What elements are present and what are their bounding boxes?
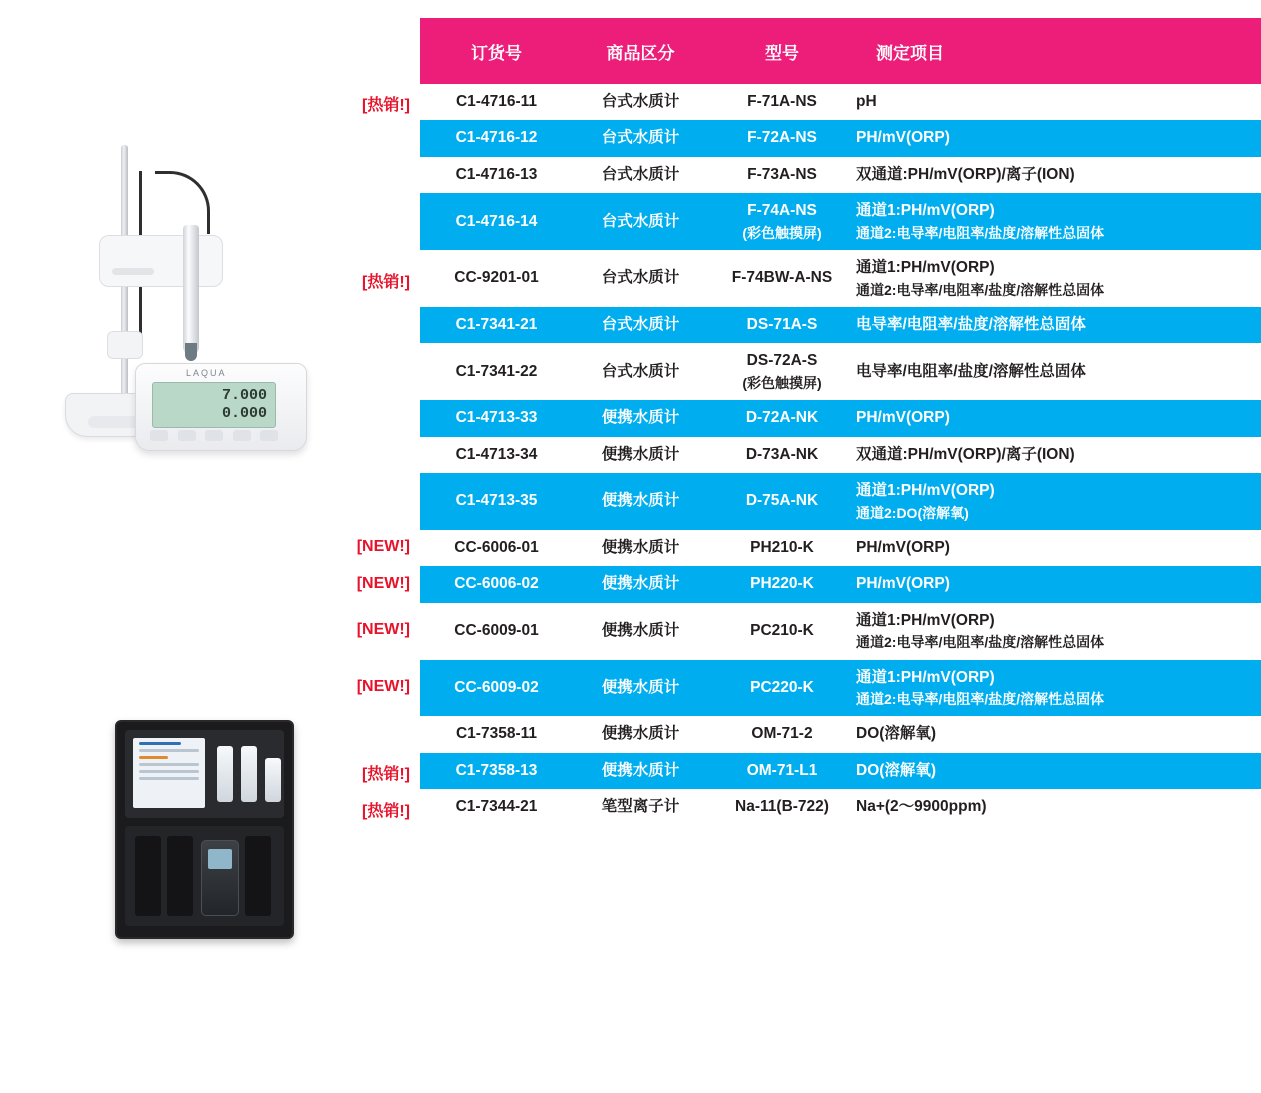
cell-model-main: PC220-K xyxy=(750,678,814,696)
cell-order-no: C1-4713-35 xyxy=(420,473,573,530)
cell-measurement xyxy=(856,603,1261,660)
cell-measurement xyxy=(856,307,1261,343)
cell-category: 台式水质计 xyxy=(573,157,708,193)
column-header-category: 商品区分 xyxy=(573,18,708,84)
kit-card-line xyxy=(139,749,199,752)
cell-model xyxy=(708,307,856,343)
cell-model-main: F-73A-NS xyxy=(747,165,817,183)
table-row xyxy=(420,716,1261,752)
meter-brand-label: LAQUA xyxy=(186,368,227,378)
kit-foam-insert xyxy=(125,826,284,926)
cell-category: 台式水质计 xyxy=(573,307,708,343)
kit-card-line xyxy=(139,763,199,766)
meter-keypad xyxy=(150,430,278,443)
cell-measurement xyxy=(856,250,1261,307)
promo-tag: [热销!] xyxy=(362,766,410,784)
cell-category: 台式水质计 xyxy=(573,250,708,307)
cell-order-no: C1-4713-33 xyxy=(420,400,573,436)
column-header-measurement: 测定项目 xyxy=(856,18,1261,84)
cell-order-no: C1-7344-21 xyxy=(420,789,573,825)
cell-category: 便携水质计 xyxy=(573,530,708,566)
cell-measurement-main: 通道1:PH/mV(ORP) xyxy=(856,482,995,500)
meter-body xyxy=(135,363,307,451)
cell-order-no: C1-7341-22 xyxy=(420,343,573,400)
table-row xyxy=(420,157,1261,193)
cell-model xyxy=(708,193,856,250)
cell-order-no: C1-4716-13 xyxy=(420,157,573,193)
cell-measurement-sub: 通道2:电导率/电阻率/盐度/溶解性总固体 xyxy=(856,224,1105,241)
table-row xyxy=(420,473,1261,530)
promo-tag: [热销!] xyxy=(362,273,410,291)
cell-order-no: C1-4716-14 xyxy=(420,193,573,250)
table-row xyxy=(420,603,1261,660)
kit-solution-bottle xyxy=(241,746,257,802)
cell-measurement-main: 通道1:PH/mV(ORP) xyxy=(856,202,995,220)
cell-order-no: C1-7341-21 xyxy=(420,307,573,343)
cell-model-main: F-72A-NS xyxy=(747,129,817,147)
cell-model-sub: (彩色触摸屏) xyxy=(742,374,822,391)
cell-category: 台式水质计 xyxy=(573,120,708,156)
cell-order-no: CC-6009-01 xyxy=(420,603,573,660)
meter-key xyxy=(233,430,251,441)
kit-slot xyxy=(245,836,271,916)
cell-model-main: F-74BW-A-NS xyxy=(731,269,833,287)
cell-model xyxy=(708,753,856,789)
cell-model xyxy=(708,120,856,156)
cell-category: 台式水质计 xyxy=(573,84,708,120)
cell-order-no: C1-4713-34 xyxy=(420,437,573,473)
probe-cable-top xyxy=(155,171,210,234)
product-spec-table xyxy=(420,18,1261,826)
cell-measurement-main: 通道1:PH/mV(ORP) xyxy=(856,611,995,629)
cell-category: 便携水质计 xyxy=(573,473,708,530)
column-header-order-no: 订货号 xyxy=(420,18,573,84)
cell-model-main: D-75A-NK xyxy=(745,492,819,510)
cell-model xyxy=(708,400,856,436)
cell-category: 台式水质计 xyxy=(573,193,708,250)
cell-measurement-main: 电导率/电阻率/盐度/溶解性总固体 xyxy=(856,315,1086,333)
cell-model xyxy=(708,250,856,307)
cell-measurement xyxy=(856,716,1261,752)
kit-slot xyxy=(167,836,193,916)
cell-model-main: Na-11(B-722) xyxy=(735,798,829,816)
cell-measurement xyxy=(856,84,1261,120)
kit-card-line xyxy=(139,770,199,773)
table-row xyxy=(420,437,1261,473)
cell-category: 便携水质计 xyxy=(573,566,708,602)
table-row xyxy=(420,343,1261,400)
cell-measurement-main: PH/mV(ORP) xyxy=(856,575,950,593)
cell-model xyxy=(708,660,856,717)
kit-solution-bottle xyxy=(217,746,233,802)
cell-model-main: PH220-K xyxy=(750,575,814,593)
cell-measurement-main: pH xyxy=(856,93,877,110)
cell-model-main: PC210-K xyxy=(750,621,814,639)
cell-category: 便携水质计 xyxy=(573,437,708,473)
meter-display-value-1: 7.000 xyxy=(221,387,267,404)
table-row xyxy=(420,566,1261,602)
cell-measurement xyxy=(856,566,1261,602)
meter-key xyxy=(150,430,168,441)
cell-model-sub: (彩色触摸屏) xyxy=(742,224,822,241)
table-row xyxy=(420,660,1261,717)
meter-display-value-2: 0.000 xyxy=(221,405,267,422)
cell-measurement xyxy=(856,789,1261,825)
cell-model xyxy=(708,603,856,660)
cell-order-no: C1-7358-11 xyxy=(420,716,573,752)
kit-card-line xyxy=(139,777,199,780)
promo-tag: [NEW!] xyxy=(356,574,410,592)
cell-category: 便携水质计 xyxy=(573,603,708,660)
table-row xyxy=(420,84,1261,120)
cell-measurement-sub: 通道2:电导率/电阻率/盐度/溶解性总固体 xyxy=(856,281,1105,298)
table-row xyxy=(420,250,1261,307)
promo-tag: [热销!] xyxy=(362,802,410,820)
table-row xyxy=(420,193,1261,250)
kit-solution-bottle xyxy=(265,758,281,802)
cell-measurement xyxy=(856,437,1261,473)
cell-measurement-sub: 通道2:电导率/电阻率/盐度/溶解性总固体 xyxy=(856,691,1105,708)
cell-order-no: C1-4716-12 xyxy=(420,120,573,156)
cell-order-no: CC-9201-01 xyxy=(420,250,573,307)
cell-category: 便携水质计 xyxy=(573,753,708,789)
cell-model xyxy=(708,530,856,566)
cell-measurement xyxy=(856,120,1261,156)
cell-model-main: DS-72A-S xyxy=(746,352,818,370)
cell-measurement-main: 通道1:PH/mV(ORP) xyxy=(856,259,995,277)
cell-measurement-main: PH/mV(ORP) xyxy=(856,129,950,147)
cell-measurement-sub: 通道2:DO(溶解氧) xyxy=(856,504,969,521)
cell-order-no: C1-4716-11 xyxy=(420,84,573,120)
promo-tag: [热销!] xyxy=(362,97,410,115)
meter-display xyxy=(152,382,276,428)
table-row xyxy=(420,400,1261,436)
table-row xyxy=(420,789,1261,825)
cell-model xyxy=(708,84,856,120)
cell-measurement xyxy=(856,193,1261,250)
promo-tag: [NEW!] xyxy=(356,677,410,695)
stand-clip xyxy=(107,331,143,359)
product-image-column xyxy=(0,0,420,1093)
kit-portable-meter xyxy=(201,840,239,916)
cell-measurement xyxy=(856,530,1261,566)
promo-tag: [NEW!] xyxy=(356,621,410,639)
cell-model xyxy=(708,343,856,400)
cell-category: 便携水质计 xyxy=(573,400,708,436)
portable-kit-image xyxy=(115,720,294,939)
kit-card-line xyxy=(139,742,181,745)
table-header-row xyxy=(420,18,1261,84)
cell-model xyxy=(708,566,856,602)
cell-model xyxy=(708,789,856,825)
cell-model-main: F-71A-NS xyxy=(747,93,817,110)
column-header-model: 型号 xyxy=(708,18,856,84)
table-body xyxy=(420,84,1261,826)
cell-measurement-main: PH/mV(ORP) xyxy=(856,409,950,427)
benchtop-meter-image xyxy=(55,135,315,475)
cell-category: 台式水质计 xyxy=(573,343,708,400)
cell-measurement-main: DO(溶解氧) xyxy=(856,725,937,743)
product-table-wrap xyxy=(420,18,1261,826)
cell-category: 笔型离子计 xyxy=(573,789,708,825)
cell-measurement-main: 通道1:PH/mV(ORP) xyxy=(856,668,995,686)
cell-model-main: OM-71-L1 xyxy=(746,761,818,779)
stand-arm xyxy=(99,235,223,287)
ph-probe xyxy=(183,225,199,355)
meter-key xyxy=(260,430,278,441)
cell-model-main: D-72A-NK xyxy=(745,409,819,427)
table-row xyxy=(420,753,1261,789)
cell-order-no: C1-7358-13 xyxy=(420,753,573,789)
kit-manual-card xyxy=(133,738,205,808)
kit-card-line xyxy=(139,756,168,759)
cell-measurement-main: 双通道:PH/mV(ORP)/离子(ION) xyxy=(856,445,1075,463)
kit-lid xyxy=(125,730,284,818)
cell-measurement xyxy=(856,660,1261,717)
cell-category: 便携水质计 xyxy=(573,660,708,717)
cell-model-main: PH210-K xyxy=(750,538,814,556)
cell-measurement-main: PH/mV(ORP) xyxy=(856,538,950,556)
cell-measurement xyxy=(856,157,1261,193)
cell-model xyxy=(708,437,856,473)
cell-measurement xyxy=(856,400,1261,436)
cell-measurement xyxy=(856,343,1261,400)
kit-slot xyxy=(135,836,161,916)
table-row xyxy=(420,307,1261,343)
cell-measurement xyxy=(856,753,1261,789)
cell-order-no: CC-6009-02 xyxy=(420,660,573,717)
cell-model-main: F-74A-NS xyxy=(747,202,817,220)
cell-order-no: CC-6006-02 xyxy=(420,566,573,602)
cell-measurement-main: 电导率/电阻率/盐度/溶解性总固体 xyxy=(856,362,1086,380)
cell-model-main: D-73A-NK xyxy=(745,445,819,463)
cell-order-no: CC-6006-01 xyxy=(420,530,573,566)
cell-model-main: OM-71-2 xyxy=(751,725,813,743)
cell-measurement-sub: 通道2:电导率/电阻率/盐度/溶解性总固体 xyxy=(856,634,1105,651)
cell-category: 便携水质计 xyxy=(573,716,708,752)
table-row xyxy=(420,530,1261,566)
cell-model xyxy=(708,716,856,752)
cell-measurement-main: 双通道:PH/mV(ORP)/离子(ION) xyxy=(856,165,1075,183)
meter-key xyxy=(205,430,223,441)
meter-key xyxy=(178,430,196,441)
cell-model-main: DS-71A-S xyxy=(746,315,818,333)
cell-measurement-main: DO(溶解氧) xyxy=(856,761,937,779)
cell-measurement-main: Na+(2～9900ppm) xyxy=(856,798,987,816)
cell-model xyxy=(708,157,856,193)
promo-tag: [NEW!] xyxy=(356,538,410,556)
cell-measurement xyxy=(856,473,1261,530)
cell-model xyxy=(708,473,856,530)
table-row xyxy=(420,120,1261,156)
